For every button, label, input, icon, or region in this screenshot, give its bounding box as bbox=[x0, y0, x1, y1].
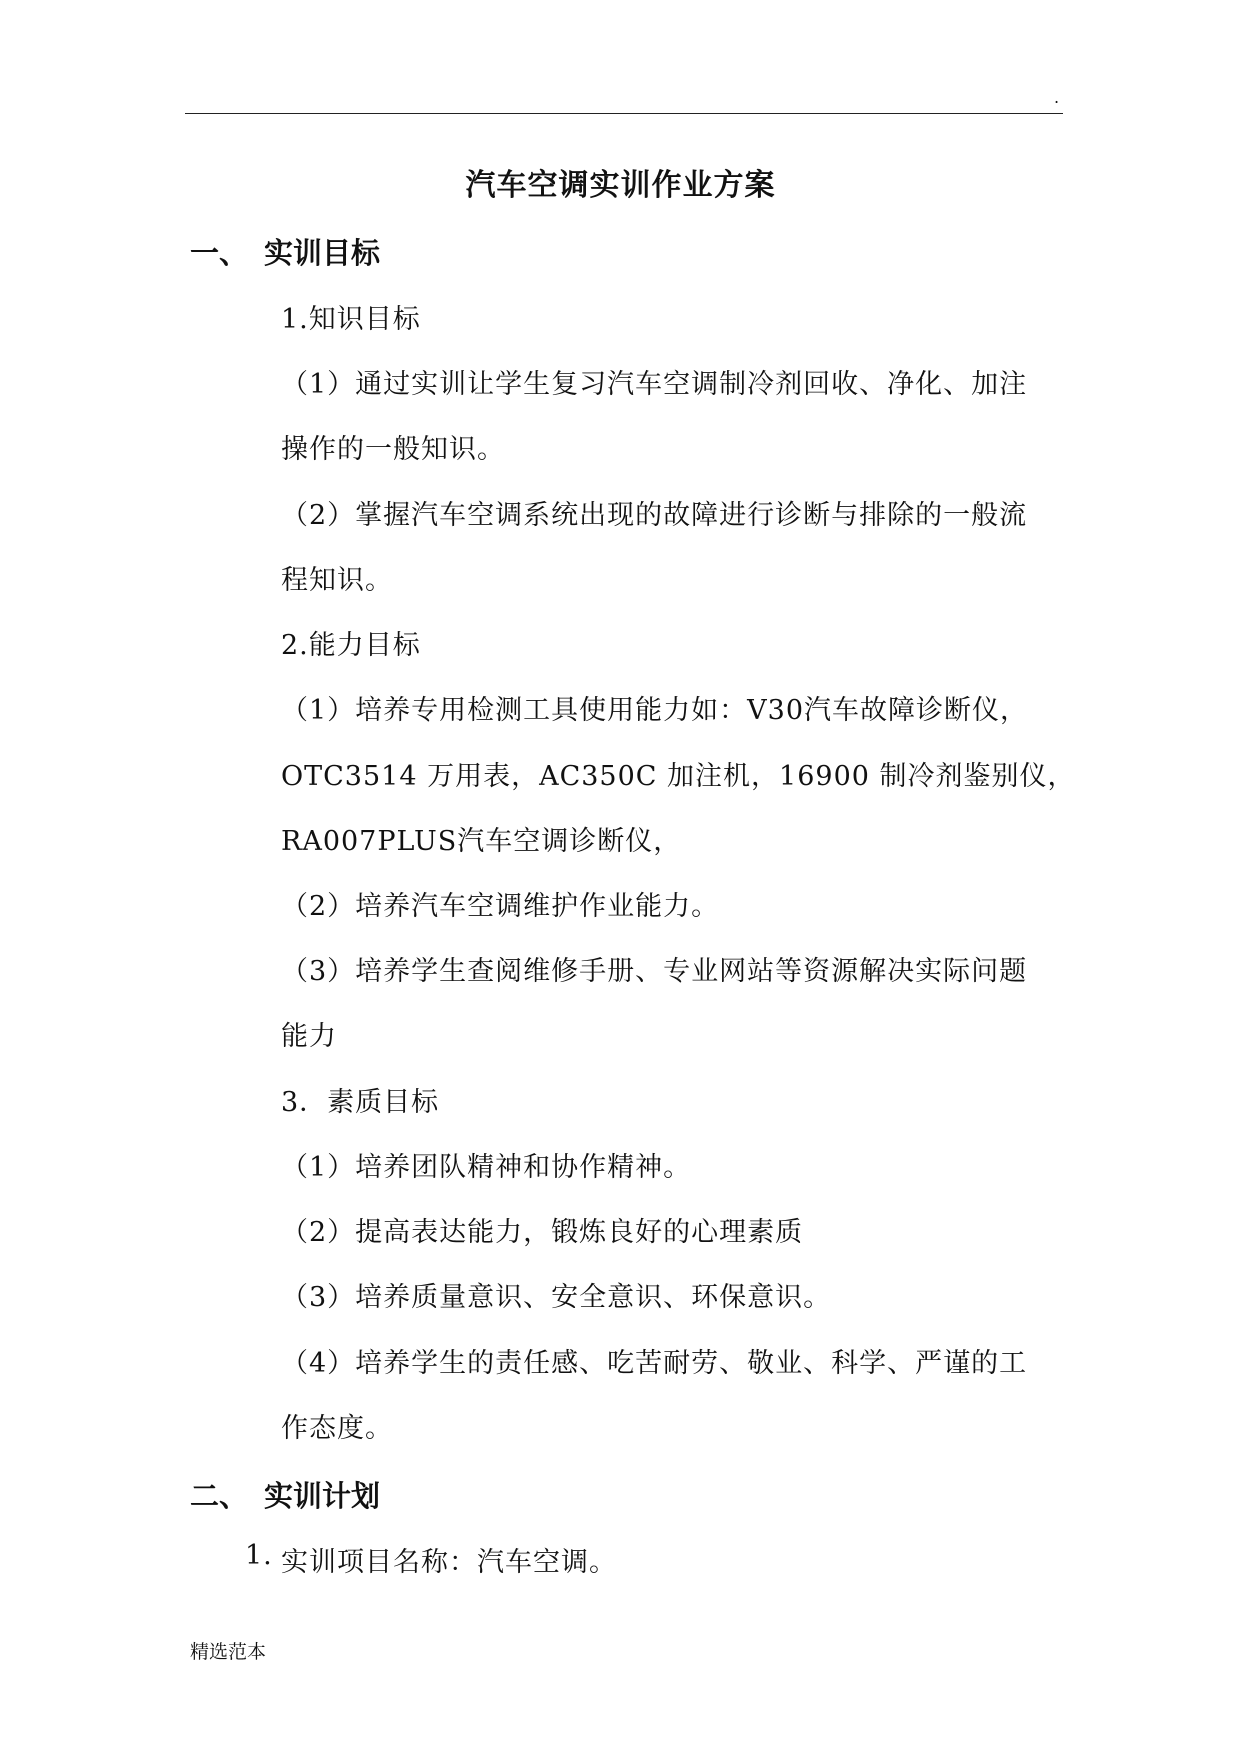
ability-item-1-line-1: （1）培养专用检测工具使用能力如：V30汽车故障诊断仪， bbox=[281, 695, 1029, 726]
section-2-heading: 实训计划 bbox=[264, 1479, 381, 1513]
quality-item-4-line-2: 作态度。 bbox=[281, 1413, 393, 1444]
document-title: 汽车空调实训作业方案 bbox=[465, 168, 776, 203]
section-2-number: 二、 bbox=[190, 1479, 249, 1513]
footer-text: 精选范本 bbox=[190, 1641, 267, 1663]
ability-item-1-line-2: OTC3514 万用表，AC350C 加注机，16900 制冷剂鉴别仪， bbox=[281, 761, 1076, 792]
plan-item-1-number: 1. bbox=[245, 1540, 273, 1571]
ability-goal-heading: 2.能力目标 bbox=[281, 630, 421, 661]
quality-goal-heading: 3．素质目标 bbox=[281, 1087, 440, 1118]
knowledge-goal-heading: 1.知识目标 bbox=[281, 304, 421, 335]
ability-item-3-line-1: （3）培养学生查阅维修手册、专业网站等资源解决实际问题 bbox=[281, 956, 1028, 987]
knowledge-item-1-line-2: 操作的一般知识。 bbox=[281, 434, 505, 465]
quality-item-4-line-1: （4）培养学生的责任感、吃苦耐劳、敬业、科学、严谨的工 bbox=[281, 1348, 1028, 1379]
header-rule bbox=[185, 113, 1063, 114]
knowledge-item-2-line-1: （2）掌握汽车空调系统出现的故障进行诊断与排除的一般流 bbox=[281, 500, 1028, 531]
ability-item-3-line-2: 能力 bbox=[281, 1021, 337, 1052]
ability-item-1-line-3: RA007PLUS汽车空调诊断仪， bbox=[281, 826, 682, 857]
knowledge-item-2-line-2: 程知识。 bbox=[281, 565, 393, 596]
ability-item-2: （2）培养汽车空调维护作业能力。 bbox=[281, 891, 720, 922]
section-1-number: 一、 bbox=[190, 236, 249, 270]
section-1-heading: 实训目标 bbox=[264, 236, 381, 270]
header-dot: . bbox=[1054, 88, 1060, 107]
plan-item-1-text: 实训项目名称：汽车空调。 bbox=[281, 1547, 617, 1578]
quality-item-1: （1）培养团队精神和协作精神。 bbox=[281, 1152, 692, 1183]
quality-item-3: （3）培养质量意识、安全意识、环保意识。 bbox=[281, 1282, 832, 1313]
knowledge-item-1-line-1: （1）通过实训让学生复习汽车空调制冷剂回收、净化、加注 bbox=[281, 369, 1028, 400]
quality-item-2: （2）提高表达能力，锻炼良好的心理素质 bbox=[281, 1217, 804, 1248]
